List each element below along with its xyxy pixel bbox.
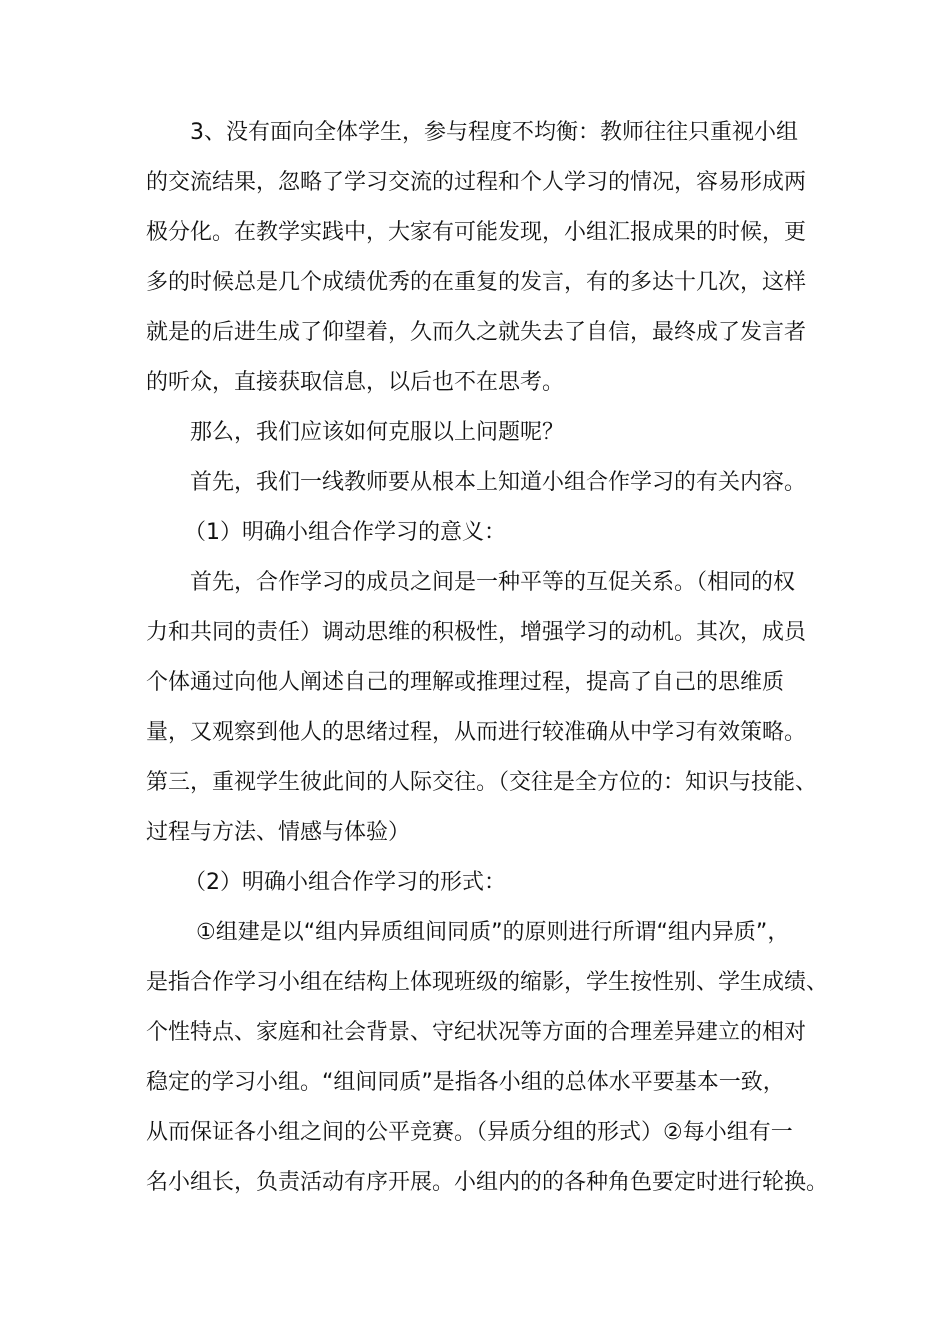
paragraph-line: 多的时候总是几个成绩优秀的在重复的发言，有的多达十几次，这样 bbox=[146, 270, 807, 295]
paragraph-line: 从而保证各小组之间的公平竞赛。（异质分组的形式）②每小组有一 bbox=[146, 1120, 793, 1145]
paragraph-line: 的交流结果，忽略了学习交流的过程和个人学习的情况，容易形成两 bbox=[146, 170, 807, 195]
paragraph-line: 名小组长，负责活动有序开展。小组内的的各种角色要定时进行轮换。 bbox=[146, 1170, 829, 1195]
paragraph-line: 极分化。在教学实践中，大家有可能发现，小组汇报成果的时候，更 bbox=[146, 220, 807, 245]
paragraph-line: 就是的后进生成了仰望着，久而久之就失去了自信，最终成了发言者 bbox=[146, 320, 807, 345]
paragraph-line: 3、没有面向全体学生，参与程度不均衡：教师往往只重视小组 bbox=[190, 120, 798, 145]
paragraph-line: ①组建是以“组内异质组间同质”的原则进行所谓“组内异质”， bbox=[196, 920, 790, 945]
paragraph-line: 过程与方法、情感与体验） bbox=[146, 820, 411, 845]
paragraph-line: 量，又观察到他人的思绪过程，从而进行较准确从中学习有效策略。 bbox=[146, 720, 807, 745]
paragraph-line: 力和共同的责任）调动思维的积极性，增强学习的动机。其次，成员 bbox=[146, 620, 807, 645]
paragraph-line: 稳定的学习小组。“组间同质”是指各小组的总体水平要基本一致， bbox=[146, 1070, 785, 1095]
section-heading: （2）明确小组合作学习的形式： bbox=[184, 870, 506, 895]
paragraph-line: 那么，我们应该如何克服以上问题呢？ bbox=[190, 420, 565, 445]
paragraph-line: 首先，合作学习的成员之间是一种平等的互促关系。（相同的权 bbox=[190, 570, 796, 595]
paragraph-line: 第三，重视学生彼此间的人际交往。（交往是全方位的：知识与技能、 bbox=[146, 770, 818, 795]
section-heading: （1）明确小组合作学习的意义： bbox=[184, 520, 506, 545]
paragraph-line: 的听众，直接获取信息，以后也不在思考。 bbox=[146, 370, 565, 395]
paragraph-line: 个体通过向他人阐述自己的理解或推理过程，提高了自己的思维质 bbox=[146, 670, 785, 695]
paragraph-line: 个性特点、家庭和社会背景、守纪状况等方面的合理差异建立的相对 bbox=[146, 1020, 807, 1045]
paragraph-line: 是指合作学习小组在结构上体现班级的缩影，学生按性别、学生成绩、 bbox=[146, 970, 829, 995]
paragraph-line: 首先，我们一线教师要从根本上知道小组合作学习的有关内容。 bbox=[190, 470, 807, 495]
